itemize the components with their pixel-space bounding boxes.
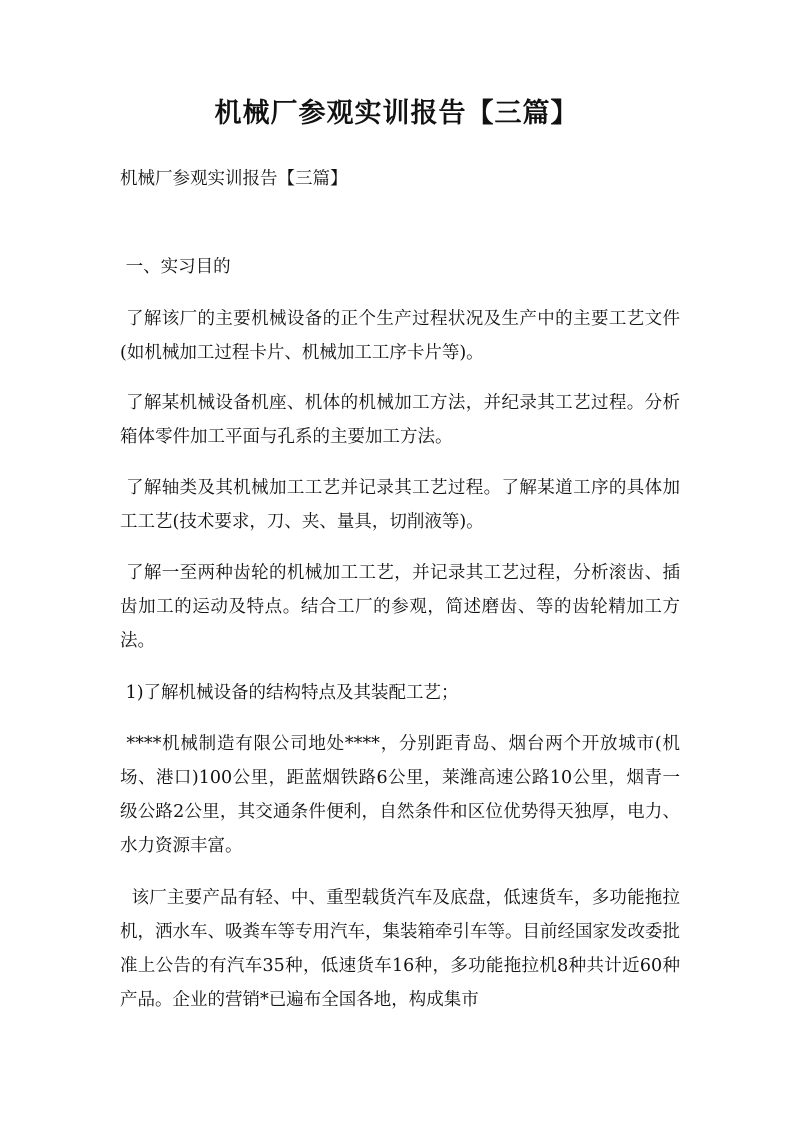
document-subtitle: 机械厂参观实训报告【三篇】: [120, 169, 348, 189]
paragraph: 了解一至两种齿轮的机械加工工艺，并记录其工艺过程，分析滚齿、插齿加工的运动及特点。结合工厂的参观，简述磨齿、等的齿轮精加工方法。: [120, 563, 680, 651]
paragraph: 1)了解机械设备的结构特点及其装配工艺；: [120, 683, 459, 703]
paragraph: 该厂主要产品有轻、中、重型载货汽车及底盘，低速货车，多功能拖拉机，洒水车、吸粪车等专用汽车，集装箱牵引车等。目前经国家发改委批准上公告的有汽车35种，低速货车16种，多功能拖拉机8种共计近60种产品。企业的营销*已遍布全国各地，构成集市: [120, 888, 680, 1010]
paragraph: 了解某机械设备机座、机体的机械加工方法，并纪录其工艺过程。分析箱体零件加工平面与孔系的主要加工方法。: [120, 393, 680, 447]
paragraph: 了解该厂的主要机械设备的正个生产过程状况及生产中的主要工艺文件(如机械加工过程卡片、机械加工工序卡片等)。: [120, 309, 680, 363]
paragraph: 了解轴类及其机械加工工艺并记录其工艺过程。了解某道工序的具体加工工艺(技术要求，刀、夹、量具，切削液等)。: [120, 478, 680, 532]
document-title: 机械厂参观实训报告【三篇】: [214, 98, 579, 129]
section-heading: 一、实习目的: [120, 257, 231, 277]
paragraph: ****机械制造有限公司地处****，分别距青岛、烟台两个开放城市(机场、港口)100公里，距蓝烟铁路6公里，莱潍高速公路10公里，烟青一级公路2公里，其交通条件便利，自然条件和区位优势得天独厚，电力、水力资源丰富。: [120, 734, 680, 856]
